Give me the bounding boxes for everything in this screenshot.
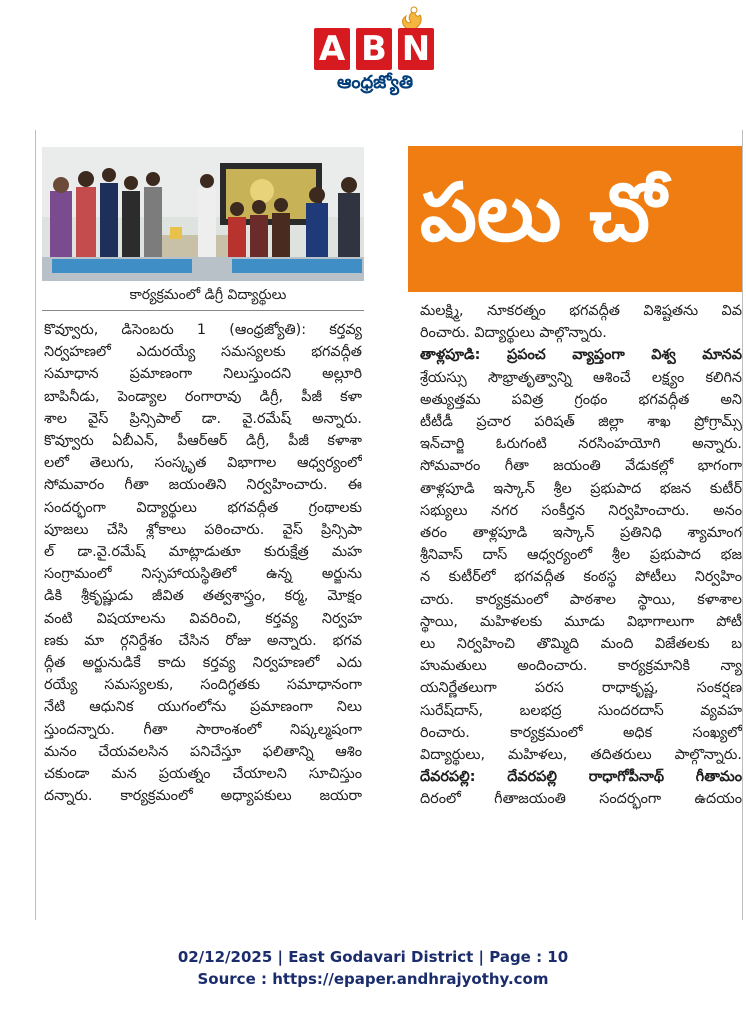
article-line: స్తుందన్నారు. గీతా సారాంశంలో నిష్కల్మషంగా <box>44 721 362 738</box>
article-line: సురేష్‌దాస్, బలభద్ర సుందరదాస్ వ్యవహ <box>420 702 742 719</box>
article-line: లలో తెలుగు, సంస్కృత విభాగాల ఆధ్వర్యంలో <box>44 455 362 472</box>
page-footer <box>0 946 746 990</box>
students-group-photo <box>42 147 364 281</box>
article-line: శ్రేయస్సు సౌభ్రాతృత్వాన్ని ఆశించే లక్ష్యం కలిగిన <box>420 369 742 386</box>
page-border-left <box>35 130 36 920</box>
headline-banner <box>408 146 742 292</box>
caption-divider <box>42 310 364 311</box>
article-line: విద్యార్థులు, మహిళలు, తదితరులు పాల్గొన్నారు. <box>420 747 742 764</box>
article-line: ణకు మా ర్గనిర్దేశం చేసిన రోజు అన్నారు. భగవ <box>44 632 362 649</box>
article-line: చారు. కార్యక్రమంలో పాఠశాల స్థాయి, కళాశాల <box>420 591 742 608</box>
article-line: నేటి ఆధునిక యుగంలోను ప్రమాణంగా నిలు <box>44 699 362 716</box>
article-line: నిర్వహణలో ఎదురయ్యే సమస్యలకు భగవద్గీత <box>44 344 362 361</box>
article-line: రించారు. కార్యక్రమంలో అధిక సంఖ్యలో <box>420 724 742 741</box>
article-line: సోమవారం గీతా జయంతి వేడుకల్లో భాగంగా <box>420 458 742 475</box>
footer-source-link[interactable]: Source : https://epaper.andhrajyothy.com <box>197 970 549 988</box>
article-line: డికి శ్రీకృష్ణుడు జీవిత తత్వశాస్త్రం, కర్మ, మోక్షం <box>44 588 362 605</box>
article-line: మనం చేయవలసిన పనిచేస్తూ ఫలితాన్ని ఆశిం <box>44 743 362 760</box>
article-line: తరం తాళ్లపూడి ఇస్కాన్ ప్రతినిధి శ్యామాంగ <box>420 525 742 542</box>
article-line: ఇన్‌చార్జి ఓరుగంటి నరసింహయోగి అన్నారు. <box>420 436 742 453</box>
article-line: దేవరపల్లి: దేవరపల్లి రాధాగోపీనాథ్ గీతామం <box>420 769 742 786</box>
article-line: సోమవారం గీతా జయంతిని నిర్వహించారు. ఈ <box>44 477 362 494</box>
photo-caption: కార్యక్రమంలో డిగ్రీ విద్యార్థులు <box>129 287 287 303</box>
logo-letter-b: B <box>356 28 392 70</box>
article-line: తాళ్లపూడి ఇస్కాన్ శ్రీల ప్రభుపాద భజన కుటీర్ <box>420 480 742 497</box>
logo-letter-n: N <box>398 28 434 70</box>
article-line: శ్రీనివాస్ దాస్ ఆధ్వర్యంలో శ్రీల ప్రభుపాద భజ <box>420 547 742 564</box>
article-line: ద్గీత అర్జునుడికే కాదు కర్తవ్య నిర్వహణలో ఎదు <box>44 655 362 672</box>
article-line: స్థాయి, మహిళలకు మూడు విభాగాలుగా పోటీ <box>420 613 742 630</box>
article-line: కొవ్వూరు ఏబీఎన్, పీఆర్ఆర్ డిగ్రీ, పీజీ కళాశా <box>44 433 362 450</box>
headline-text: పలు చో <box>420 166 666 259</box>
article-line: తాళ్లపూడి: ప్రపంచ వ్యాప్తంగా విశ్వ మానవ <box>420 347 742 364</box>
article-line: రించారు. విద్యార్థులు పాల్గొన్నారు. <box>420 325 607 342</box>
article-line: పూజలు చేసి శ్లోకాలు పఠించారు. వైస్ ప్రిన్సిపా <box>44 521 362 538</box>
article-line: రయ్యే సమస్యలకు, సందిగ్ధతకు సమాధానంగా <box>44 677 362 694</box>
article-line: దన్నారు. కార్యక్రమంలో అధ్యాపకులు జయరా <box>44 788 362 805</box>
article-line: సంగ్రామంలో నిస్సహాయస్థితిలో ఉన్న అర్జును <box>44 566 362 583</box>
article-line: చకుండా మన ప్రయత్నం చేయాలని సూచిస్తుం <box>44 766 362 783</box>
article-line: అత్యుత్తమ పవిత్ర గ్రంథం భగవద్గీత అని <box>420 391 742 408</box>
article-line: ల్ డా.వై.రమేష్ మాట్లాడుతూ కురుక్షేత్ర మహ <box>44 544 362 561</box>
page-border-right <box>742 130 743 920</box>
footer-edition-info: 02/12/2025 | East Godavari District | Page : 10 <box>177 948 569 966</box>
abn-andhrajyothy-logo <box>312 6 436 98</box>
logo-subtitle: ఆంధ్రజ్యోతి <box>336 72 414 93</box>
article-line: దిరంలో గీతాజయంతి సందర్భంగా ఉదయం <box>420 791 742 808</box>
article-line: మలక్ష్మి, నూకరత్నం భగవద్గీత విశిష్టతను వివ <box>420 303 742 319</box>
article-line: యనిర్ణేతలుగా పరస రాధాకృష్ణ, సంకర్షణ <box>420 680 742 697</box>
article-line: బాపినీడు, పెండ్యాల రంగారావు డిగ్రీ, పీజీ కళా <box>44 388 362 405</box>
news-photo <box>42 147 364 281</box>
article-line: న కుటీర్‌లో భగవద్గీత కంఠస్థ పోటీలు నిర్వహిం <box>420 569 742 586</box>
article-line: వంటి విషయాలను వివరించి, కర్తవ్య నిర్వహ <box>44 610 362 627</box>
article-line: సందర్భంగా విద్యార్థులు భగవద్గీత గ్రంథాలకు <box>44 499 362 516</box>
article-line: హుమతులు అందించారు. కార్యక్రమానికి న్యా <box>420 658 742 675</box>
article-line: కొవ్వూరు, డిసెంబరు 1 (ఆంధ్రజ్యోతి): కర్తవ్య <box>44 322 362 338</box>
article-right-column <box>420 300 742 811</box>
article-left-column <box>44 319 362 807</box>
article-line: సభ్యులు నగర సంకీర్తన నిర్వహించారు. అనం <box>420 502 742 519</box>
logo-letter-a: A <box>314 28 350 70</box>
article-line: లు నిర్వహించి తొమ్మిది మంది విజేతలకు బ <box>420 636 742 653</box>
article-line: శాల వైస్ ప్రిన్సిపాల్ డా. వై.రమేష్ అన్నారు. <box>44 410 362 427</box>
article-line: టీటీడీ ప్రచార పరిషత్ జిల్లా శాఖ ప్రోగ్రామ్స్ <box>420 414 742 431</box>
article-line: సమాధాన ప్రమాణంగా నిలుస్తుందని అల్లూరి <box>44 366 362 383</box>
